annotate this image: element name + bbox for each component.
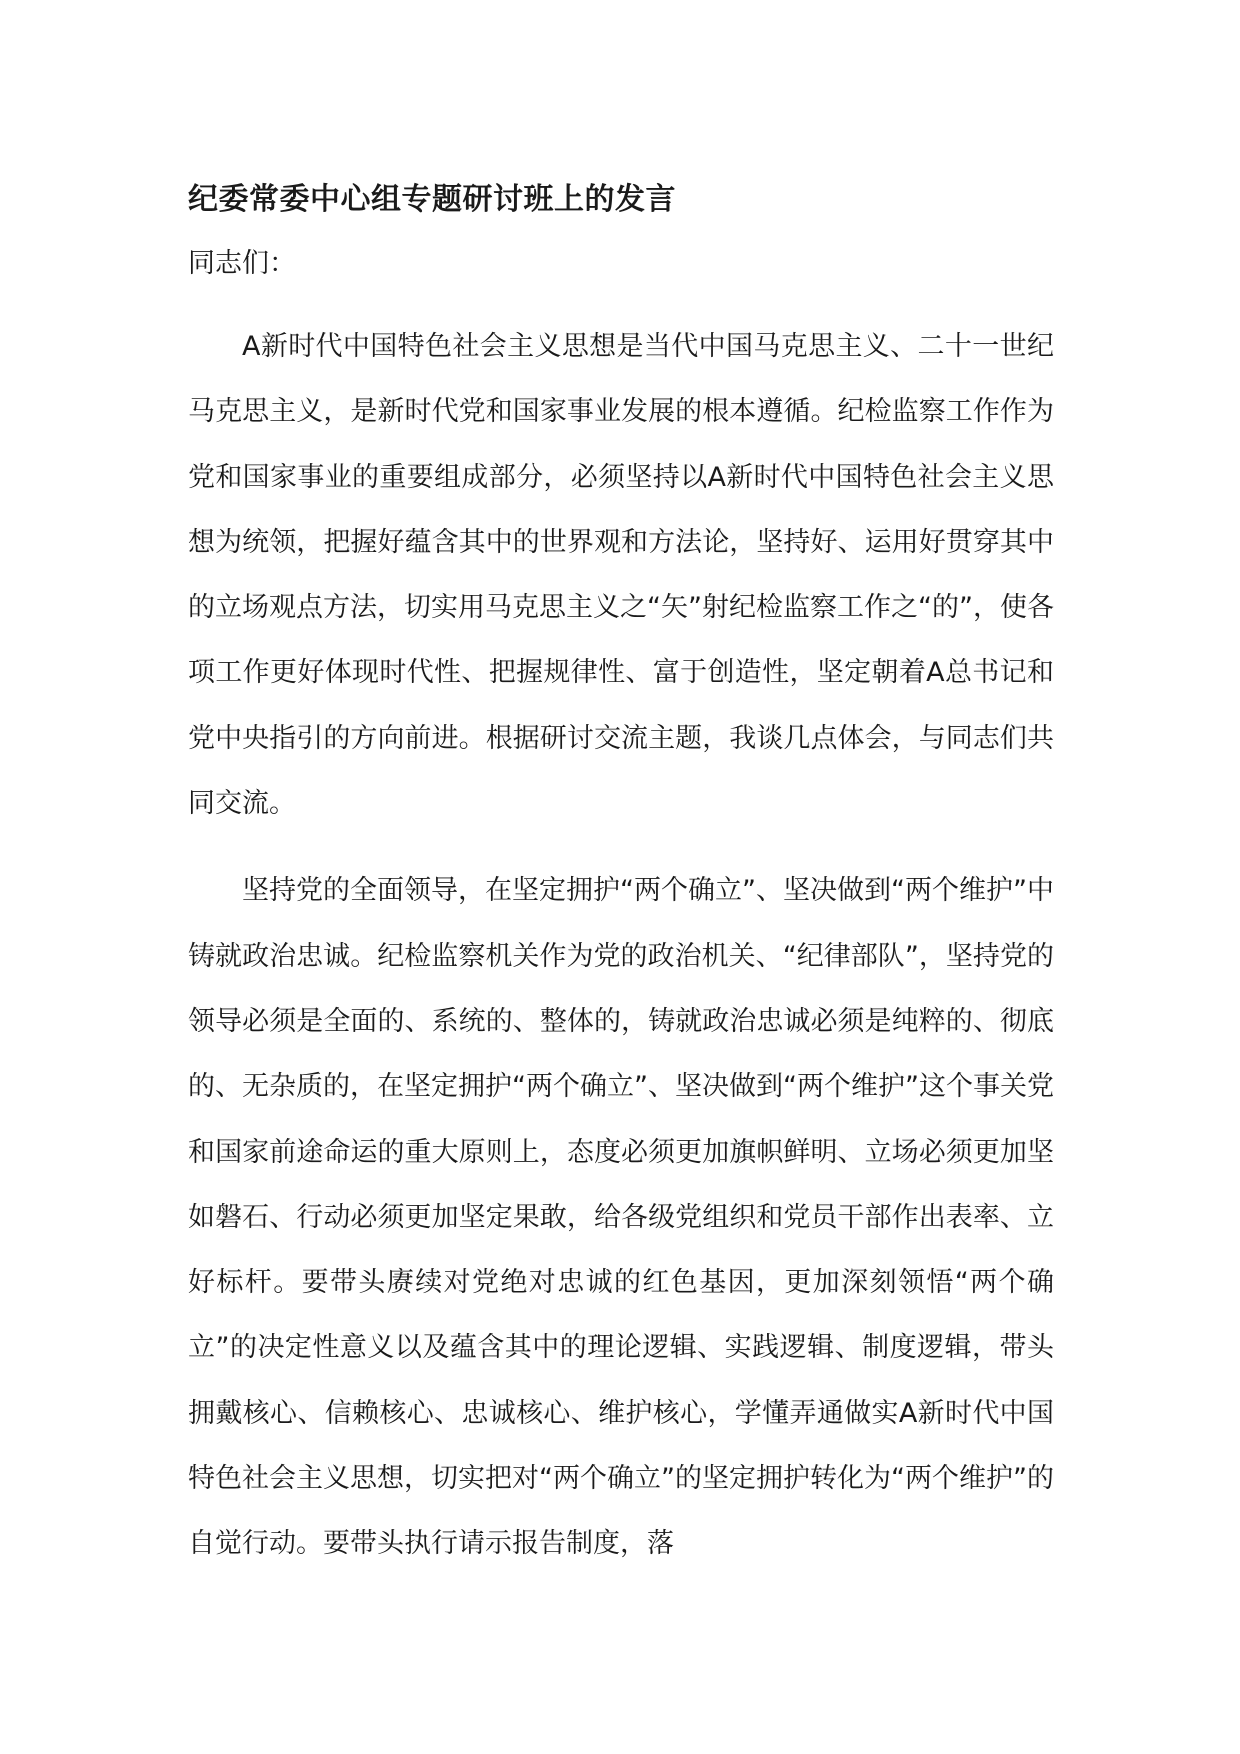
document-page bbox=[188, 178, 1054, 1577]
document-title: 纪委常委中心组专题研讨班上的发言 bbox=[188, 182, 676, 217]
paragraph-party-leadership: 坚持党的全面领导，在坚定拥护“两个确立”、坚决做到“两个维护”中铸就政治忠诚。纪检监察机关作为党的政治机关、“纪律部队”，坚持党的领导必须是全面的、系统的、整体的，铸就政治忠诚必须是纯粹的、彻底的、无杂质的，在坚定拥护“两个确立”、坚决做到“两个维护”这个事关党和国家前途命运的重大原则上，态度必须更加旗帜鲜明、立场必须更加坚如磐石、行动必须更加坚定果敢，给各级党组织和党员干部作出表率、立好标杆。要带头赓续对党绝对忠诚的红色基因，更加深刻领悟“两个确立”的决定性意义以及蕴含其中的理论逻辑、实践逻辑、制度逻辑，带头拥戴核心、信赖核心、忠诚核心、维护核心，学懂弄通做实A新时代中国特色社会主义思想，切实把对“两个确立”的坚定拥护转化为“两个维护”的自觉行动。要带头执行请示报告制度，落 bbox=[188, 875, 1055, 1560]
salutation: 同志们： bbox=[188, 248, 296, 279]
paragraph-intro: A新时代中国特色社会主义思想是当代中国马克思主义、二十一世纪马克思主义，是新时代党和国家事业发展的根本遵循。纪检监察工作作为党和国家事业的重要组成部分，必须坚持以A新时代中国特色社会主义思想为统领，把握好蕴含其中的世界观和方法论，坚持好、运用好贯穿其中的立场观点方法，切实用马克思主义之“矢”射纪检监察工作之“的”，使各项工作更好体现时代性、把握规律性、富于创造性，坚定朝着A总书记和党中央指引的方向前进。根据研讨交流主题，我谈几点体会，与同志们共同交流。 bbox=[188, 331, 1054, 820]
